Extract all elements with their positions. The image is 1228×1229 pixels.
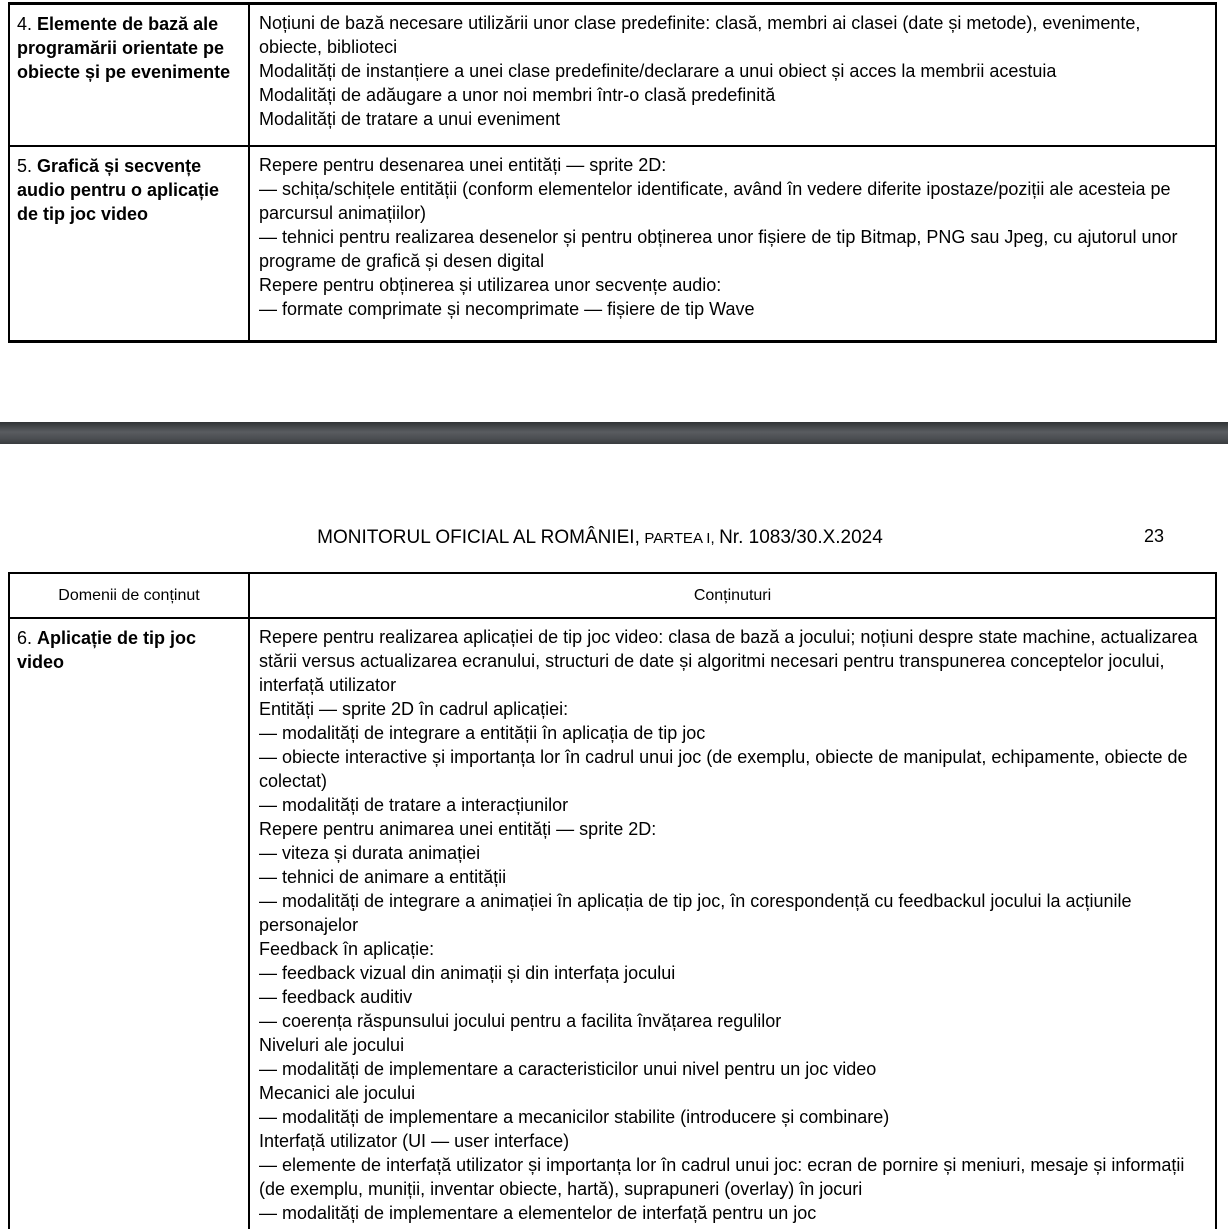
column-header-domains: Domenii de conținut (10, 574, 250, 617)
content-line: Modalități de tratare a unui eveniment (259, 109, 561, 129)
content-line: Repere pentru desenarea unei entități — sprite 2D: (259, 155, 667, 175)
content-line: — obiecte interactive și importanța lor în cadrul unui joc (de exemplu, obiecte de manipulat, echipamente, obiecte de colectat) (259, 747, 1188, 791)
domain-cell (10, 619, 250, 1229)
content-line: Repere pentru animarea unei entități — sprite 2D: (259, 819, 657, 839)
domain-cell (10, 5, 250, 145)
domain-title: Elemente de bază ale programării orientate pe obiecte și pe evenimente (17, 14, 231, 82)
domain-title: Aplicație de tip joc video (17, 628, 197, 672)
domain-title: Grafică și secvențe audio pentru o aplicație de tip joc video (17, 156, 220, 224)
content-line: Niveluri ale jocului (259, 1035, 405, 1055)
journal-part: PARTEA I, (644, 530, 715, 547)
table-row (10, 619, 1215, 1229)
domain-cell (10, 147, 250, 340)
content-line: Modalități de adăugare a unor noi membri într-o clasă predefinită (259, 85, 776, 105)
content-line: — tehnici de animare a entității (259, 867, 507, 887)
content-line: Entități — sprite 2D în cadrul aplicației: (259, 699, 569, 719)
curriculum-table-lower (8, 572, 1217, 1229)
page-separator-bar (0, 422, 1228, 444)
content-line: Repere pentru realizarea aplicației de tip joc video: clasa de bază a jocului; noțiuni despre state machine, actualizarea stării versus actualizarea ecranului, structuri de date și algoritmi necesari pentru transpunerea conceptelor jocului, interfață utilizator (259, 627, 1198, 695)
row-number: 6. (17, 628, 33, 648)
content-line: Mecanici ale jocului (259, 1083, 416, 1103)
row-number: 5. (17, 156, 33, 176)
content-line: Modalități de instanțiere a unei clase predefinite/declarare a unui obiect și acces la membrii acestuia (259, 61, 1057, 81)
content-line: — modalități de tratare a interacțiunilor (259, 795, 569, 815)
content-line: Interfață utilizator (UI — user interface) (259, 1131, 570, 1151)
content-cell (250, 5, 1215, 145)
content-line: — coerența răspunsului jocului pentru a facilita învățarea regulilor (259, 1011, 782, 1031)
content-line: — viteza și durata animației (259, 843, 481, 863)
table-row (10, 5, 1215, 147)
table-header-row (10, 574, 1215, 619)
content-line: — modalități de implementare a elementelor de interfață pentru un joc (259, 1203, 817, 1223)
row-number: 4. (17, 14, 33, 34)
page-header (0, 527, 1200, 549)
journal-title: MONITORUL OFICIAL AL ROMÂNIEI, (317, 527, 640, 548)
content-cell (250, 147, 1215, 340)
content-line: — modalități de implementare a mecanicilor stabilite (introducere și combinare) (259, 1107, 890, 1127)
content-line: — modalități de integrare a entității în aplicația de tip joc (259, 723, 706, 743)
content-line: — modalități de implementare a caracteristicilor unui nivel pentru un joc video (259, 1059, 877, 1079)
content-line: — feedback auditiv (259, 987, 413, 1007)
content-line: Feedback în aplicație: (259, 939, 435, 959)
content-line: — formate comprimate și necomprimate — fișiere de tip Wave (259, 299, 755, 319)
page-number: 23 (1144, 526, 1165, 546)
column-header-contents: Conținuturi (693, 586, 772, 604)
content-line: — modalități de integrare a animației în aplicația de tip joc, în corespondență cu feedbackul jocului la acțiunile personajelor (259, 891, 1132, 935)
content-line: — tehnici pentru realizarea desenelor și pentru obținerea unor fișiere de tip Bitmap, PNG sau Jpeg, cu ajutorul unor programe de grafică și desen digital (259, 227, 1178, 271)
table-row (10, 147, 1215, 340)
content-line: Repere pentru obținerea și utilizarea unor secvențe audio: (259, 275, 722, 295)
content-line: — schița/schițele entității (conform elementelor identificate, având în vedere diferite ipostaze/poziții ale acesteia pe parcursul animațiilor) (259, 179, 1171, 223)
journal-issue: Nr. 1083/30.X.2024 (719, 527, 883, 548)
content-line: — elemente de interfață utilizator și importanța lor în cadrul unui joc: ecran de pornire și meniuri, mesaje și informații (de exemplu, muniții, inventar obiecte, hartă), suprapuneri (overlay) în jocuri (259, 1155, 1185, 1199)
content-line: — feedback vizual din animații și din interfața jocului (259, 963, 676, 983)
curriculum-table-upper (8, 2, 1217, 343)
content-cell (250, 619, 1215, 1229)
content-line: Noțiuni de bază necesare utilizării unor clase predefinite: clasă, membri ai clasei (date și metode), evenimente, obiecte, biblioteci (259, 13, 1141, 57)
